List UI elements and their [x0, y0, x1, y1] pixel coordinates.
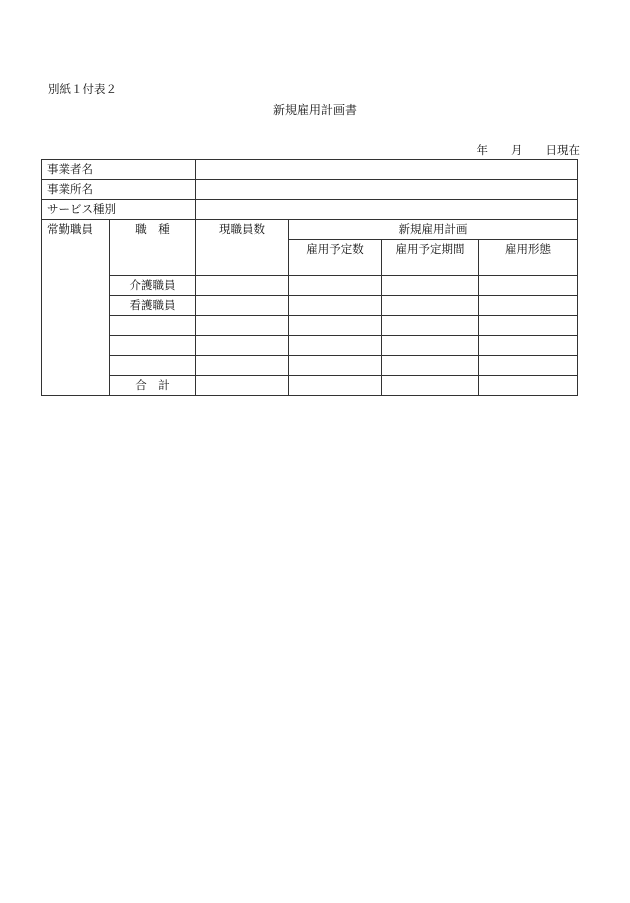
planned-count-cell[interactable]: [289, 296, 382, 316]
employment-form-cell[interactable]: [479, 336, 578, 356]
date-line: 年 月 日現在: [476, 143, 580, 157]
total-row: [42, 376, 578, 396]
planned-count-header: 雇用予定数: [289, 240, 382, 276]
total-current-staff-cell[interactable]: [196, 376, 289, 396]
current-staff-cell[interactable]: [196, 276, 289, 296]
annex-label: 別紙１付表２: [48, 82, 117, 96]
total-label: 合 計: [110, 376, 196, 396]
table-row: [42, 276, 578, 296]
business-name-label: 事業者名: [42, 160, 196, 180]
business-name-field[interactable]: [196, 160, 578, 180]
planned-period-cell[interactable]: [382, 296, 479, 316]
employment-form-header: 雇用形態: [479, 240, 578, 276]
employment-form-cell[interactable]: [479, 356, 578, 376]
employment-form-cell[interactable]: [479, 276, 578, 296]
employment-plan-table: [41, 159, 578, 396]
current-staff-header: 現職員数: [196, 220, 289, 276]
current-staff-cell[interactable]: [196, 356, 289, 376]
current-staff-cell[interactable]: [196, 336, 289, 356]
service-type-label: サービス種別: [42, 200, 196, 220]
fulltime-staff-label: 常勤職員: [42, 220, 110, 396]
table-row: [42, 336, 578, 356]
job-type-cell: 介護職員: [110, 276, 196, 296]
total-employment-form-cell[interactable]: [479, 376, 578, 396]
planned-count-cell[interactable]: [289, 276, 382, 296]
job-type-cell[interactable]: [110, 316, 196, 336]
total-planned-count-cell[interactable]: [289, 376, 382, 396]
business-name-row: [42, 160, 578, 180]
table-row: [42, 316, 578, 336]
planned-count-cell[interactable]: [289, 336, 382, 356]
office-name-row: [42, 180, 578, 200]
planned-count-cell[interactable]: [289, 316, 382, 336]
planned-period-header: 雇用予定期間: [382, 240, 479, 276]
new-plan-header: 新規雇用計画: [289, 220, 578, 240]
job-type-cell[interactable]: [110, 336, 196, 356]
service-type-field[interactable]: [196, 200, 578, 220]
staff-header-row: [42, 220, 578, 240]
job-type-cell: 看護職員: [110, 296, 196, 316]
office-name-label: 事業所名: [42, 180, 196, 200]
planned-period-cell[interactable]: [382, 316, 479, 336]
service-type-row: [42, 200, 578, 220]
document-title: 新規雇用計画書: [272, 103, 357, 117]
job-type-cell[interactable]: [110, 356, 196, 376]
table-row: [42, 356, 578, 376]
planned-period-cell[interactable]: [382, 276, 479, 296]
current-staff-cell[interactable]: [196, 316, 289, 336]
planned-period-cell[interactable]: [382, 336, 479, 356]
current-staff-cell[interactable]: [196, 296, 289, 316]
employment-form-cell[interactable]: [479, 316, 578, 336]
total-planned-period-cell[interactable]: [382, 376, 479, 396]
table-row: [42, 296, 578, 316]
planned-count-cell[interactable]: [289, 356, 382, 376]
job-type-header: 職 種: [110, 220, 196, 276]
office-name-field[interactable]: [196, 180, 578, 200]
employment-form-cell[interactable]: [479, 296, 578, 316]
planned-period-cell[interactable]: [382, 356, 479, 376]
